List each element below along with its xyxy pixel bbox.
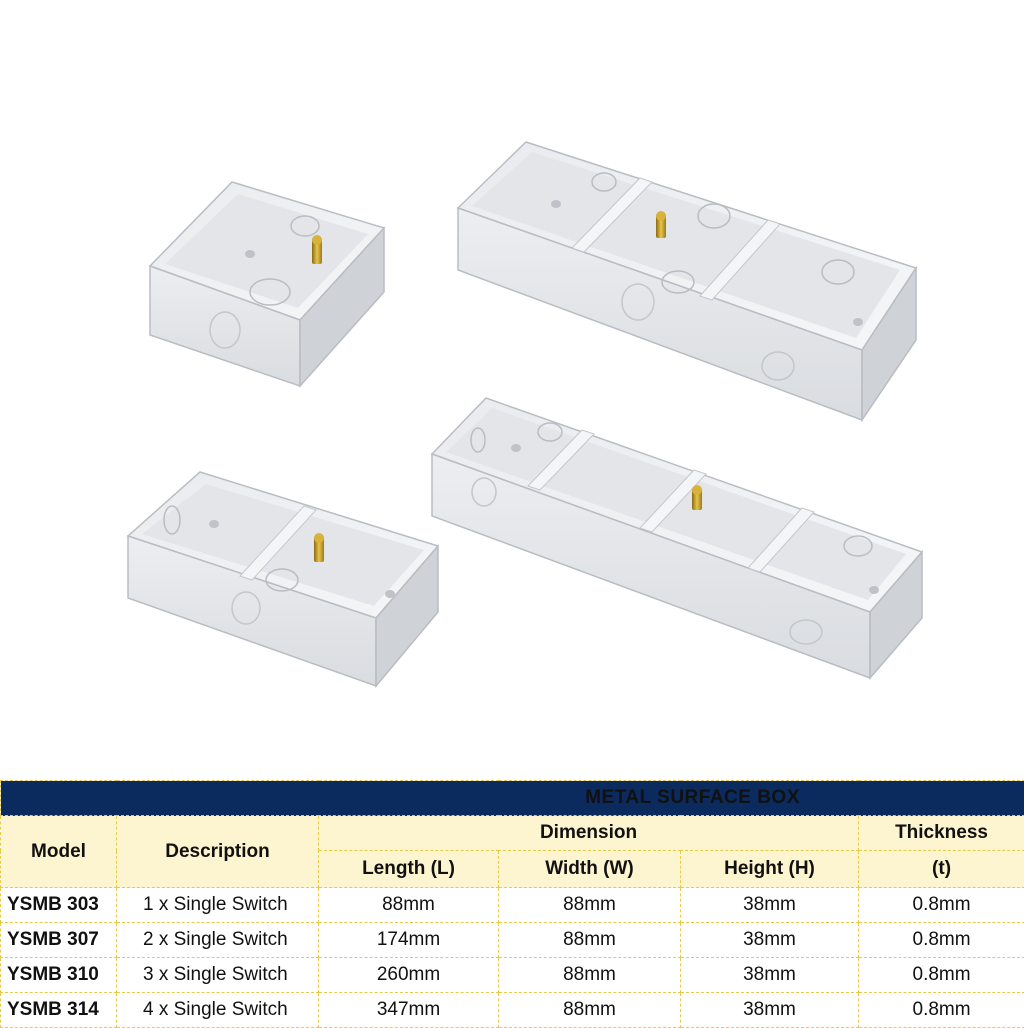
table-row — [1, 888, 1024, 923]
cell-description: 1 x Single Switch — [117, 888, 319, 923]
cell-height: 38mm — [681, 993, 859, 1028]
cell-thickness: 0.8mm — [859, 923, 1024, 958]
table-row — [1, 993, 1024, 1028]
header-height: Height (H) — [681, 851, 859, 888]
cell-length: 260mm — [319, 958, 499, 993]
header-length: Length (L) — [319, 851, 499, 888]
cell-width: 88mm — [499, 993, 681, 1028]
cell-description: 3 x Single Switch — [117, 958, 319, 993]
cell-model: YSMB 314 — [1, 993, 117, 1028]
cell-thickness: 0.8mm — [859, 888, 1024, 923]
four-gang-box — [432, 398, 922, 678]
spec-table — [0, 780, 1024, 1028]
cell-width: 88mm — [499, 888, 681, 923]
header-model: Model — [1, 816, 117, 888]
cell-description: 2 x Single Switch — [117, 923, 319, 958]
cell-thickness: 0.8mm — [859, 958, 1024, 993]
spec-table-container — [0, 780, 1024, 1024]
cell-height: 38mm — [681, 888, 859, 923]
header-dimension: Dimension — [319, 816, 859, 851]
table-title — [1, 781, 1024, 816]
cell-length: 174mm — [319, 923, 499, 958]
cell-height: 38mm — [681, 958, 859, 993]
cell-height: 38mm — [681, 923, 859, 958]
table-row — [1, 958, 1024, 993]
cell-width: 88mm — [499, 958, 681, 993]
cell-thickness: 0.8mm — [859, 993, 1024, 1028]
header-description: Description — [117, 816, 319, 888]
cell-model: YSMB 310 — [1, 958, 117, 993]
header-thickness: Thickness — [859, 816, 1024, 851]
cell-width: 88mm — [499, 923, 681, 958]
three-gang-box — [458, 142, 916, 420]
table-row — [1, 923, 1024, 958]
header-thickness-unit: (t) — [859, 851, 1024, 888]
cell-model: YSMB 307 — [1, 923, 117, 958]
cell-model: YSMB 303 — [1, 888, 117, 923]
cell-length: 347mm — [319, 993, 499, 1028]
cell-description: 4 x Single Switch — [117, 993, 319, 1028]
table-title-text: METAL SURFACE BOX — [225, 787, 800, 809]
cell-length: 88mm — [319, 888, 499, 923]
two-gang-box — [128, 472, 438, 686]
single-gang-box — [150, 182, 384, 386]
header-width: Width (W) — [499, 851, 681, 888]
